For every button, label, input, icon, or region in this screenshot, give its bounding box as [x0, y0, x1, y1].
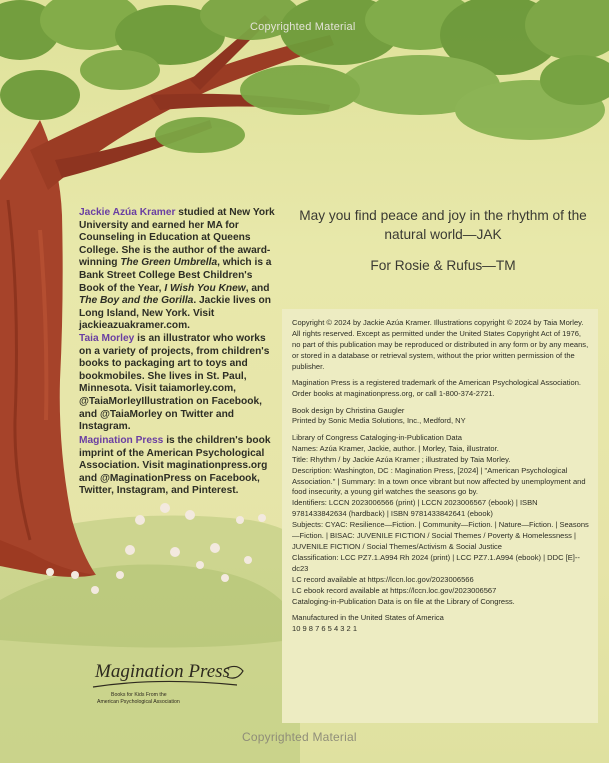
copyright-paragraph: Copyright © 2024 by Jackie Azúa Kramer. Illustrations copyright © 2024 by Taia Morley. All rights reserved. Except as permitted under the United States Copyright Act of 1976, no part of this publication may be reproduced or distributed in any form or by any means, or stored in a database or retrieval system, without the prior written permission of the publisher.: [292, 318, 589, 371]
book-title: I Wish You Knew: [164, 282, 246, 294]
bio-text: is an illustrator who works on a variety of projects, from children's books to packaging art to toys and bookmobiles. She lives in St. Paul, Minnesota. Visit taiamorley.com, @TaiaMorleyIllustration on Facebook, and @TaiaMorley on Twitter and Instagram.: [79, 333, 270, 433]
watermark-bottom: Copyrighted Material: [242, 730, 357, 744]
author-name: Jackie Azúa Kramer: [79, 207, 176, 218]
dedication-illustrator: For Rosie & Rufus—TM: [370, 258, 516, 273]
bio-publisher: [79, 435, 279, 498]
bio-text: , which is a Bank Street College Best Children's Book of the Year,: [79, 257, 272, 294]
dedication-author: May you find peace and joy in the rhythm of the natural world—JAK: [299, 208, 587, 242]
bio-text: , and: [245, 282, 270, 294]
publisher-name: Magination Press: [79, 435, 164, 446]
bio-text: is the children's book imprint of the American Psychological Association. Visit maginationpress.org and @MaginationPress on Facebook, Twitter, Instagram, and Pinterest.: [79, 435, 271, 497]
logo-tagline: American Psychological Association: [97, 699, 180, 705]
book-title: The Boy and the Gorilla: [79, 295, 194, 307]
magination-press-logo: [87, 657, 247, 709]
copyright-paragraph: Library of Congress Cataloging-in-Publication Data Names: Azúa Kramer, Jackie, author. | Morley, Taia, illustrator. Title: Rhythm / by Jackie Azúa Kramer ; illustrated by Taia Morley. Description: Washington, DC : Magination Press, [2024] | "American Psychological Association." | Summary: In a town once vibrant but now affected by unemployment and food insecurity, a young girl watches the seasons go by. Identifiers: LCCN 2023006566 (print) | LCCN 2023006567 (ebook) | ISBN 9781433842634 (hardback) | ISBN 9781433842641 (ebook) Subjects: CYAC: Resilience—Fiction. | Community—Fiction. | Nature—Fiction. | Seasons—Fiction. | BISAC: JUVENILE FICTION / Social Themes / Poverty & Homelessness | JUVENILE FICTION / Social Themes/Activism & Social Justice Classification: LCC PZ7.1.A994 Rh 2024 (print) | LCC PZ7.1.A994 (ebook) | DDC [E]--dc23 LC record available at https://lccn.loc.gov/2023006566 LC ebook record available at https://lccn.loc.gov/2023006567 Cataloging-in-Publication Data is on file at the Library of Congress.: [292, 432, 589, 606]
copyright-paragraph: Magination Press is a registered trademark of the American Psychological Association. Order books at maginationpress.org, or call 1-800-374-2721.: [292, 378, 582, 399]
bio-text: . Jackie lives on Long Island, New York. Visit jackieazuakramer.com.: [79, 295, 271, 332]
bio-text: studied at New York University and earned her MA for Counseling in Education at Queens College. She is the author of the award-winning: [79, 207, 275, 269]
logo-tagline: Books for Kids From the: [111, 692, 167, 698]
bio-illustrator: [79, 333, 279, 434]
illustrator-name: Taia Morley: [79, 333, 135, 344]
logo-name: Magination Press: [95, 661, 230, 682]
bio-author: [79, 207, 279, 333]
copyright-panel: [282, 309, 598, 723]
copyright-paragraph: Manufactured in the United States of America 10 9 8 7 6 5 4 3 2 1: [292, 613, 444, 633]
copyright-paragraph: Book design by Christina Gaugler Printed by Sonic Media Solutions, Inc., Medford, NY: [292, 405, 466, 426]
watermark-top: Copyrighted Material: [250, 21, 356, 33]
book-title: The Green Umbrella: [120, 257, 218, 269]
